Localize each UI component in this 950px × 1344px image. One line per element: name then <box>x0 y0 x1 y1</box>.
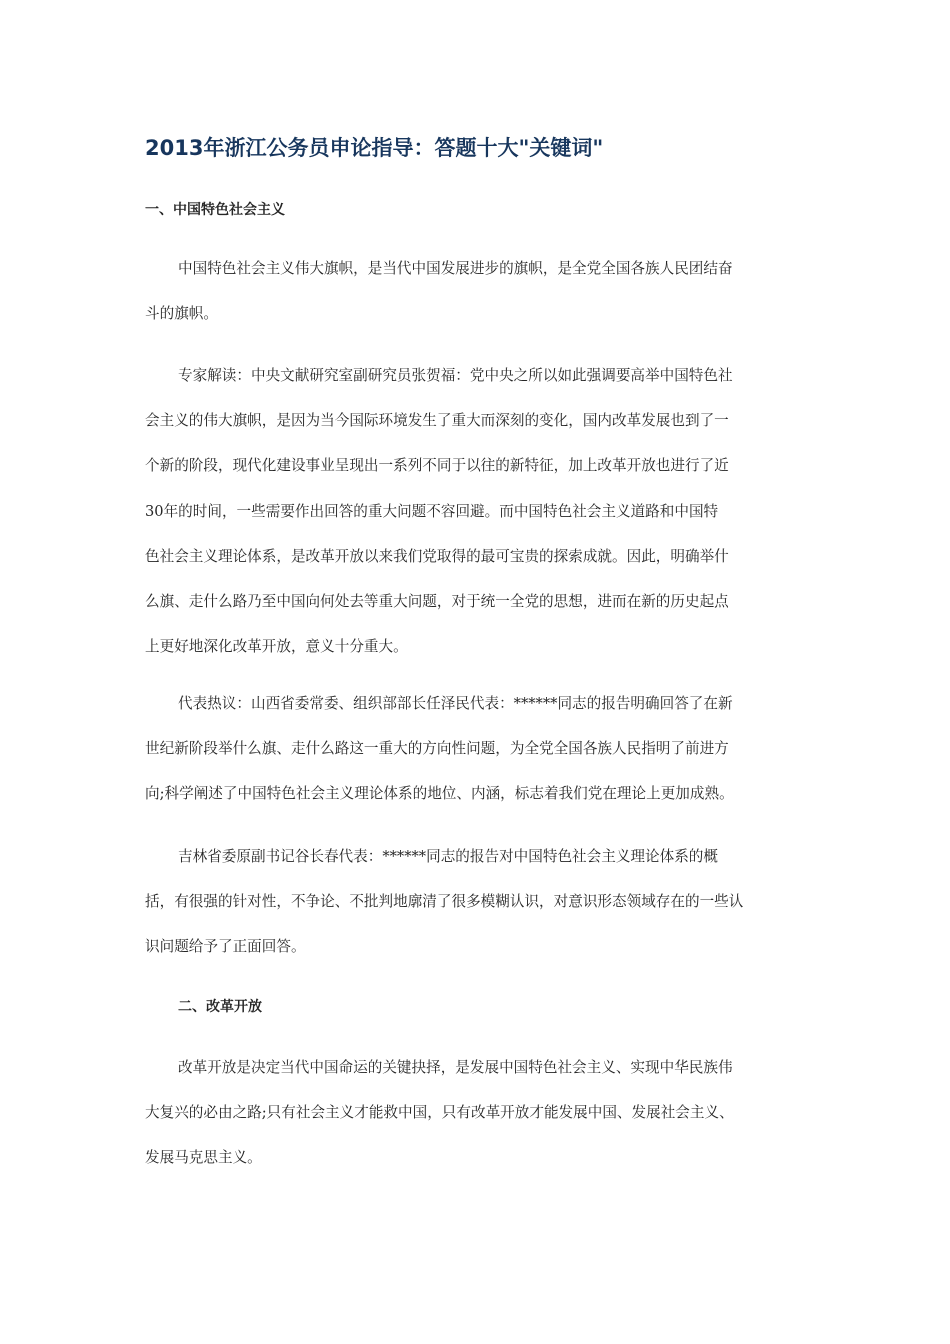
paragraph-line: 识问题给予了正面回答。 <box>145 938 306 956</box>
paragraph-2 <box>145 353 807 669</box>
paragraph-line: 向;科学阐述了中国特色社会主义理论体系的地位、内涵，标志着我们党在理论上更加成熟。 <box>145 785 734 803</box>
paragraph-5 <box>145 1045 807 1181</box>
paragraph-line: 大复兴的必由之路;只有社会主义才能救中国，只有改革开放才能发展中国、发展社会主义、 <box>145 1104 734 1122</box>
section-heading-2: 二、改革开放 <box>178 999 262 1015</box>
paragraph-line: 专家解读：中央文献研究室副研究员张贺福：党中央之所以如此强调要高举中国特色社 <box>178 367 733 384</box>
paragraph-line: 么旗、走什么路乃至中国向何处去等重大问题，对于统一全党的思想，进而在新的历史起点 <box>145 593 729 611</box>
paragraph-line: 色社会主义理论体系，是改革开放以来我们党取得的最可宝贵的探索成就。因此，明确举什 <box>145 547 729 565</box>
paragraph-line: 会主义的伟大旗帜，是因为当今国际环境发生了重大而深刻的变化，国内改革发展也到了一 <box>145 412 729 430</box>
paragraph-line: 上更好地深化改革开放，意义十分重大。 <box>145 638 408 656</box>
paragraph-line: 30年的时间，一些需要作出回答的重大问题不容回避。而中国特色社会主义道路和中国特 <box>145 502 719 520</box>
paragraph-1 <box>145 246 807 336</box>
paragraph-line: 改革开放是决定当代中国命运的关键抉择，是发展中国特色社会主义、实现中华民族伟 <box>178 1059 733 1076</box>
paragraph-3 <box>145 681 807 817</box>
paragraph-line: 括，有很强的针对性，不争论、不批判地廓清了很多模糊认识，对意识形态领域存在的一些认 <box>145 893 744 911</box>
paragraph-line: 中国特色社会主义伟大旗帜，是当代中国发展进步的旗帜，是全党全国各族人民团结奋 <box>178 260 733 277</box>
section-heading-1: 一、中国特色社会主义 <box>145 202 285 218</box>
paragraph-line: 个新的阶段，现代化建设事业呈现出一系列不同于以往的新特征，加上改革开放也进行了近 <box>145 457 729 475</box>
paragraph-line: 斗的旗帜。 <box>145 305 218 323</box>
document-title: 2013年浙江公务员申论指导：答题十大"关键词" <box>145 136 604 160</box>
paragraph-line: 吉林省委原副书记谷长春代表：******同志的报告对中国特色社会主义理论体系的概 <box>178 848 718 865</box>
paragraph-line: 发展马克思主义。 <box>145 1149 262 1167</box>
paragraph-4 <box>145 834 807 970</box>
paragraph-line: 代表热议：山西省委常委、组织部部长任泽民代表：******同志的报告明确回答了在新 <box>178 695 733 712</box>
paragraph-line: 世纪新阶段举什么旗、走什么路这一重大的方向性问题，为全党全国各族人民指明了前进方 <box>145 740 729 758</box>
